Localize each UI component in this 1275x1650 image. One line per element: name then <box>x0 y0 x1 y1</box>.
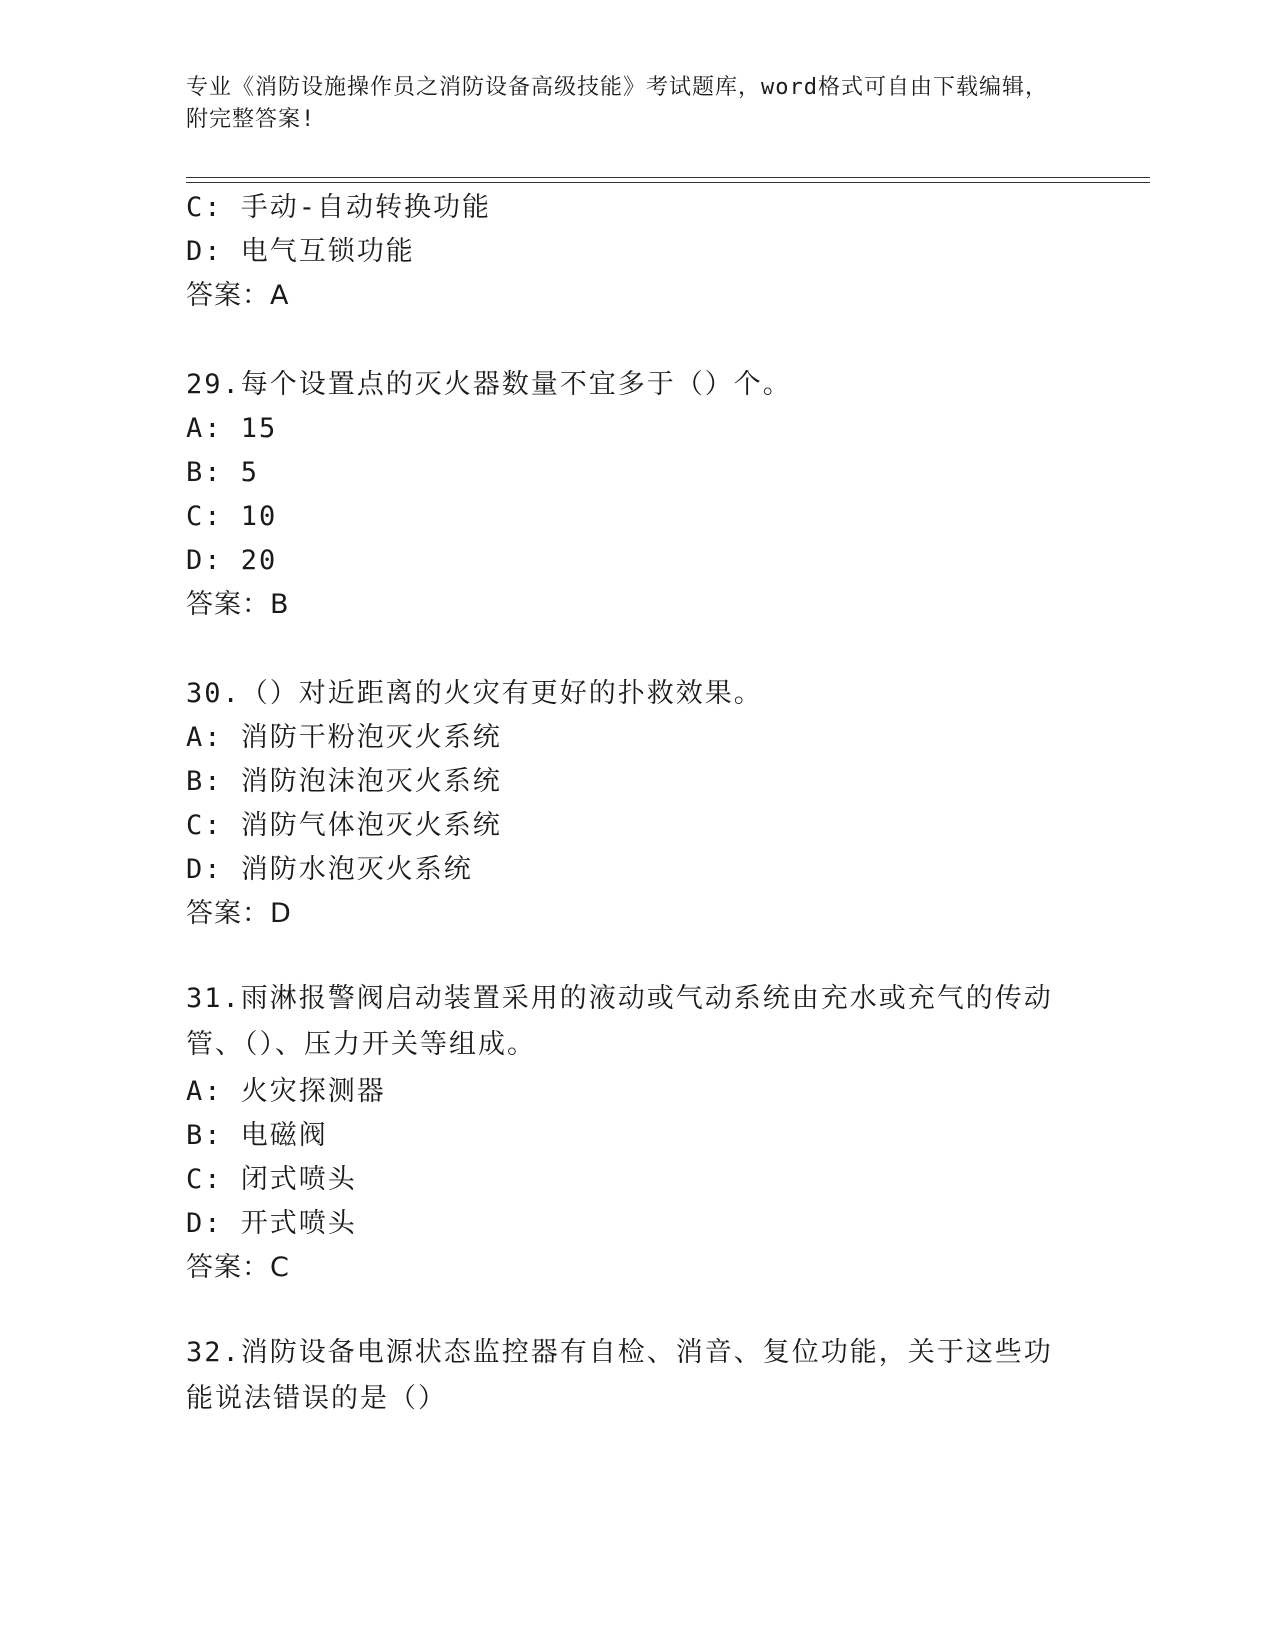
question-31-stem: 31.雨淋报警阀启动装置采用的液动或气动系统由充水或充气的传动管、（）、压力开关等组成。 <box>186 983 1053 1060</box>
question-31-option-b: B: 电磁阀 <box>186 1120 328 1151</box>
question-31-answer: 答案：C <box>186 1252 290 1283</box>
question-30-option-d: D: 消防水泡灭火系统 <box>186 854 473 885</box>
question-31-option-d: D: 开式喷头 <box>186 1208 357 1239</box>
question-30-option-b: B: 消防泡沫泡灭火系统 <box>186 766 502 797</box>
prev-option-d: D: 电气互锁功能 <box>186 236 415 267</box>
question-29-answer: 答案：B <box>186 589 290 620</box>
question-29-option-a: A: 15 <box>186 413 278 444</box>
question-31-option-a: A: 火灾探测器 <box>186 1076 386 1107</box>
question-31-option-c: C: 闭式喷头 <box>186 1164 357 1195</box>
prev-answer: 答案：A <box>186 280 290 311</box>
question-32-stem: 32.消防设备电源状态监控器有自检、消音、复位功能，关于这些功能说法错误的是（） <box>186 1337 1053 1414</box>
question-29-option-d: D: 20 <box>186 545 278 576</box>
question-29-stem: 29.每个设置点的灭火器数量不宜多于（）个。 <box>186 369 792 400</box>
question-30-option-a: A: 消防干粉泡灭火系统 <box>186 722 502 753</box>
header-divider-bottom <box>186 182 1150 183</box>
prev-option-c: C: 手动-自动转换功能 <box>186 192 492 223</box>
question-29-option-c: C: 10 <box>186 501 278 532</box>
question-30-option-c: C: 消防气体泡灭火系统 <box>186 810 502 841</box>
header-note: 专业《消防设施操作员之消防设备高级技能》考试题库，word格式可自由下载编辑，附完整答案! <box>186 75 1048 132</box>
question-30-answer: 答案：D <box>186 898 292 929</box>
question-29-option-b: B: 5 <box>186 457 260 488</box>
header-divider-top <box>186 177 1150 178</box>
question-30-stem: 30.（）对近距离的火灾有更好的扑救效果。 <box>186 678 763 709</box>
